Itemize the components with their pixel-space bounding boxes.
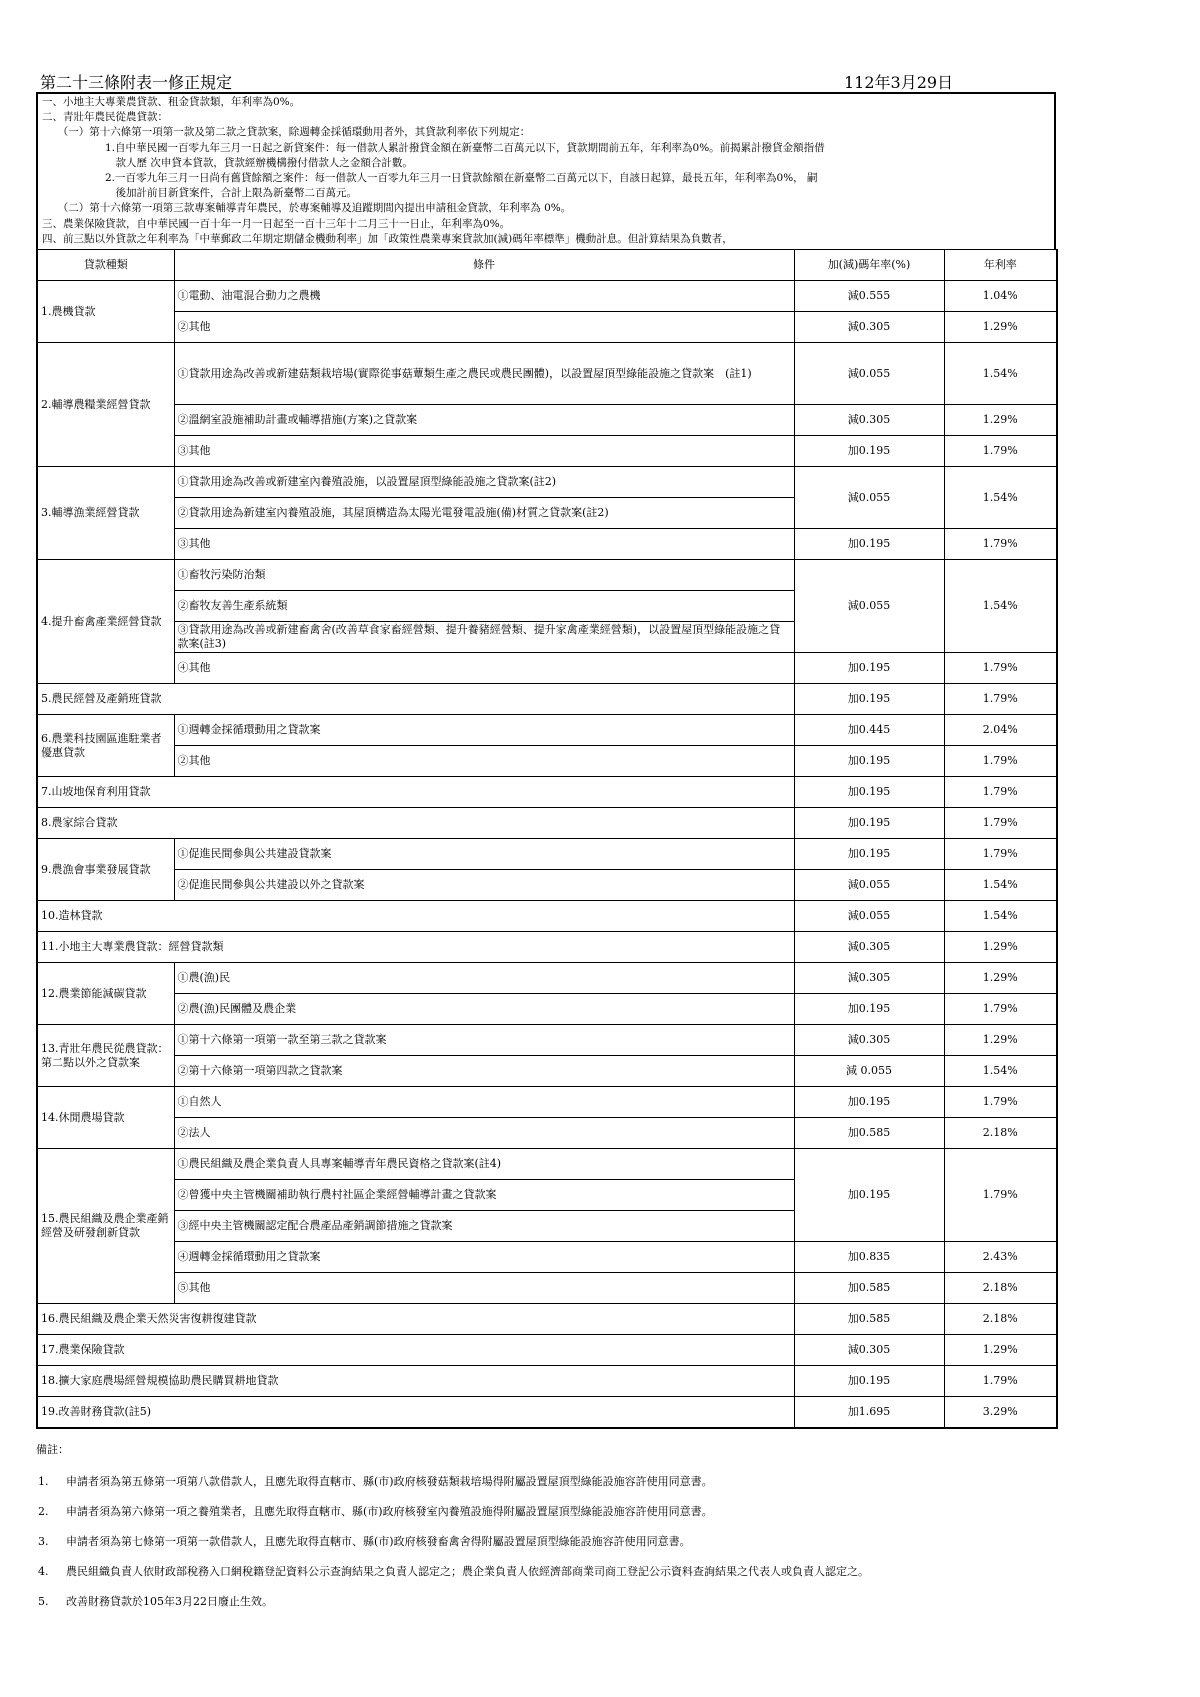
document-header xyxy=(36,70,1056,92)
adjust-rate-cell: 加0.195 xyxy=(794,1087,944,1118)
header-cell: 年利率 xyxy=(944,250,1057,281)
table-row xyxy=(37,1397,1057,1428)
table-row xyxy=(37,1273,1057,1304)
loan-category: 5.農民經營及產銷班貸款 xyxy=(37,684,794,715)
annual-rate-cell: 1.79% xyxy=(944,653,1057,684)
annual-rate-cell: 1.79% xyxy=(944,746,1057,777)
adjust-rate-cell: 加0.585 xyxy=(794,1118,944,1149)
adjust-rate-cell: 加0.195 xyxy=(794,529,944,560)
annual-rate-cell: 1.54% xyxy=(944,870,1057,901)
condition-cell: ③其他 xyxy=(174,529,794,560)
annual-rate-cell: 1.79% xyxy=(944,808,1057,839)
condition-cell: ③經中央主管機關認定配合農產品產銷調節措施之貸款案 xyxy=(174,1211,794,1242)
table-row xyxy=(37,1366,1057,1397)
adjust-rate-cell: 減0.055 xyxy=(794,467,944,529)
note-number: 4. xyxy=(38,1564,49,1578)
intro-line: 四、前三點以外貸款之年利率為「中華郵政二年期定期儲金機動利率」加「政策性農業專案貸款加(減)碼年率標準」機動計息。但計算結果為負數者， xyxy=(42,232,733,245)
table-header-row xyxy=(37,250,1057,281)
condition-cell: ①貸款用途為改善或新建菇類栽培場(實際從事菇蕈類生產之農民或農民團體)，以設置屋頂型綠能設施之貸款案 (註1) xyxy=(174,343,794,405)
adjust-rate-cell: 加0.445 xyxy=(794,715,944,746)
table-row xyxy=(37,436,1057,467)
condition-cell: ⑤其他 xyxy=(174,1273,794,1304)
document-date: 112年3月29日 xyxy=(844,73,954,92)
adjust-rate-cell: 減0.305 xyxy=(794,963,944,994)
loan-category: 18.擴大家庭農場經營規模協助農民購買耕地貸款 xyxy=(37,1366,794,1397)
table-row xyxy=(37,312,1057,343)
annual-rate-cell: 1.79% xyxy=(944,529,1057,560)
loan-category: 6.農業科技園區進駐業者優惠貸款 xyxy=(37,715,174,777)
intro-line: 2.一百零九年三月一日尚有舊貸餘額之案件：每一借款人一百零九年三月一日貸款餘額在新臺幣二百萬元以下，自該日起算，最長五年，年利率為0%， 嗣 xyxy=(42,172,818,185)
condition-cell: ②第十六條第一項第四款之貸款案 xyxy=(174,1056,794,1087)
condition-cell: ①週轉金採循環動用之貸款案 xyxy=(174,715,794,746)
adjust-rate-cell: 加0.585 xyxy=(794,1304,944,1335)
intro-line: （二）第十六條第一項第三款專案輔導青年農民，於專案輔導及追蹤期間內提出申請租金貸款，年利率為 0%。 xyxy=(42,202,572,215)
note-number: 2. xyxy=(38,1504,49,1518)
note-item xyxy=(36,1565,1056,1595)
table-row xyxy=(37,405,1057,436)
note-number: 5. xyxy=(38,1594,49,1608)
adjust-rate-cell: 加0.835 xyxy=(794,1242,944,1273)
annual-rate-cell: 2.18% xyxy=(944,1304,1057,1335)
loan-category: 7.山坡地保育利用貸款 xyxy=(37,777,794,808)
adjust-rate-cell: 減0.055 xyxy=(794,870,944,901)
document-title: 第二十三條附表一修正規定 xyxy=(40,73,233,92)
document-page xyxy=(36,70,1056,1625)
annual-rate-cell: 1.54% xyxy=(944,1056,1057,1087)
adjust-rate-cell: 加0.585 xyxy=(794,1273,944,1304)
table-row xyxy=(37,560,1057,591)
annual-rate-cell: 1.54% xyxy=(944,343,1057,405)
table-row xyxy=(37,1335,1057,1366)
intro-line: 1.自中華民國一百零九年三月一日起之新貸案件：每一借款人累計撥貸金額在新臺幣二百萬元以下，貸款期間前五年，年利率為0%。前揭累計撥貸金額指借 xyxy=(42,141,825,154)
header-cell: 貸款種類 xyxy=(37,250,174,281)
condition-cell: ③貸款用途為改善或新建畜禽舍(改善草食家畜經營類、提升養豬經營類、提升家禽產業經營類)，以設置屋頂型綠能設施之貸款案(註3) xyxy=(174,622,794,653)
adjust-rate-cell: 加0.195 xyxy=(794,684,944,715)
adjust-rate-cell: 加0.195 xyxy=(794,808,944,839)
note-text: 農民組織負責人依財政部稅務入口網稅籍登記資料公示查詢結果之負責人認定之；農企業負責人依經濟部商業司商工登記公示資料查詢結果之代表人或負責人認定之。 xyxy=(66,1564,869,1578)
annual-rate-cell: 2.43% xyxy=(944,1242,1057,1273)
table-row xyxy=(37,963,1057,994)
adjust-rate-cell: 減0.305 xyxy=(794,405,944,436)
loan-category: 4.提升畜禽產業經營貸款 xyxy=(37,560,174,684)
table-row xyxy=(37,1056,1057,1087)
table-row xyxy=(37,777,1057,808)
condition-cell: ②貸款用途為新建室內養殖設施，其屋頂構造為太陽光電發電設施(備)材質之貸款案(註2) xyxy=(174,498,794,529)
adjust-rate-cell: 加0.195 xyxy=(794,1149,944,1242)
note-text: 申請者須為第五條第一項第八款借款人，且應先取得直轄市、縣(市)政府核發菇類栽培場得附屬設置屋頂型綠能設施容許使用同意書。 xyxy=(66,1474,713,1488)
annual-rate-cell: 1.04% xyxy=(944,281,1057,312)
intro-block xyxy=(36,92,1056,249)
annual-rate-cell: 1.29% xyxy=(944,1335,1057,1366)
table-row xyxy=(37,1087,1057,1118)
adjust-rate-cell: 加0.195 xyxy=(794,436,944,467)
condition-cell: ①貸款用途為改善或新建室內養殖設施，以設置屋頂型綠能設施之貸款案(註2) xyxy=(174,467,794,498)
table-row xyxy=(37,684,1057,715)
table-row xyxy=(37,281,1057,312)
annual-rate-cell: 1.79% xyxy=(944,436,1057,467)
adjust-rate-cell: 減 0.055 xyxy=(794,1056,944,1087)
annual-rate-cell: 1.54% xyxy=(944,901,1057,932)
adjust-rate-cell: 加0.195 xyxy=(794,1366,944,1397)
annual-rate-cell: 1.79% xyxy=(944,1149,1057,1242)
adjust-rate-cell: 加0.195 xyxy=(794,653,944,684)
annual-rate-cell: 2.04% xyxy=(944,715,1057,746)
condition-cell: ①農民組織及農企業負責人具專案輔導青年農民資格之貸款案(註4) xyxy=(174,1149,794,1180)
intro-line: 一、小地主大專業農貸款、租金貸款類，年利率為0%。 xyxy=(42,96,301,108)
annual-rate-cell: 1.54% xyxy=(944,560,1057,653)
annual-rate-cell: 1.54% xyxy=(944,467,1057,529)
loan-category: 3.輔導漁業經營貸款 xyxy=(37,467,174,560)
adjust-rate-cell: 加0.195 xyxy=(794,746,944,777)
note-number: 3. xyxy=(38,1534,49,1548)
table-row xyxy=(37,343,1057,405)
annual-rate-cell: 1.29% xyxy=(944,312,1057,343)
loan-category: 17.農業保險貸款 xyxy=(37,1335,794,1366)
adjust-rate-cell: 減0.055 xyxy=(794,343,944,405)
annual-rate-cell: 1.79% xyxy=(944,684,1057,715)
annual-rate-cell: 1.29% xyxy=(944,963,1057,994)
adjust-rate-cell: 減0.305 xyxy=(794,1335,944,1366)
annual-rate-cell: 1.29% xyxy=(944,932,1057,963)
adjust-rate-cell: 減0.305 xyxy=(794,312,944,343)
loan-category: 9.農漁會事業發展貸款 xyxy=(37,839,174,901)
loan-category: 15.農民組織及農企業產銷經營及研發創新貸款 xyxy=(37,1149,174,1304)
note-item xyxy=(36,1475,1056,1505)
table-row xyxy=(37,808,1057,839)
table-row xyxy=(37,1118,1057,1149)
annual-rate-cell: 1.79% xyxy=(944,777,1057,808)
table-row xyxy=(37,870,1057,901)
condition-cell: ②農(漁)民團體及農企業 xyxy=(174,994,794,1025)
table-row xyxy=(37,653,1057,684)
note-text: 申請者須為第六條第一項之養殖業者，且應先取得直轄市、縣(市)政府核發室內養殖設施得附屬設置屋頂型綠能設施容許使用同意書。 xyxy=(66,1504,713,1518)
annual-rate-cell: 1.79% xyxy=(944,994,1057,1025)
loan-rate-table xyxy=(36,249,1058,1429)
loan-category: 11.小地主大專業農貸款：經營貸款類 xyxy=(37,932,794,963)
adjust-rate-cell: 加0.195 xyxy=(794,994,944,1025)
adjust-rate-cell: 減0.055 xyxy=(794,560,944,653)
adjust-rate-cell: 加0.195 xyxy=(794,839,944,870)
condition-cell: ①農(漁)民 xyxy=(174,963,794,994)
condition-cell: ④其他 xyxy=(174,653,794,684)
loan-category: 2.輔導農糧業經營貸款 xyxy=(37,343,174,467)
condition-cell: ②畜牧友善生產系統類 xyxy=(174,591,794,622)
condition-cell: ④週轉金採循環動用之貸款案 xyxy=(174,1242,794,1273)
notes-heading: 備註： xyxy=(36,1442,69,1456)
annual-rate-cell: 2.18% xyxy=(944,1273,1057,1304)
adjust-rate-cell: 加0.195 xyxy=(794,777,944,808)
adjust-rate-cell: 減0.555 xyxy=(794,281,944,312)
condition-cell: ②促進民間參與公共建設以外之貸款案 xyxy=(174,870,794,901)
table-row xyxy=(37,1025,1057,1056)
annual-rate-cell: 1.79% xyxy=(944,1366,1057,1397)
annual-rate-cell: 1.29% xyxy=(944,1025,1057,1056)
annual-rate-cell: 3.29% xyxy=(944,1397,1057,1428)
loan-category: 19.改善財務貸款(註5) xyxy=(37,1397,794,1428)
table-row xyxy=(37,467,1057,498)
note-item xyxy=(36,1595,1056,1625)
adjust-rate-cell: 減0.305 xyxy=(794,932,944,963)
table-row xyxy=(37,529,1057,560)
intro-line: 二、青壯年農民從農貸款： xyxy=(42,111,168,124)
annual-rate-cell: 2.18% xyxy=(944,1118,1057,1149)
condition-cell: ①畜牧污染防治類 xyxy=(174,560,794,591)
loan-category: 10.造林貸款 xyxy=(37,901,794,932)
loan-category: 16.農民組織及農企業天然災害復耕復建貸款 xyxy=(37,1304,794,1335)
condition-cell: ②溫網室設施補助計畫或輔導措施(方案)之貸款案 xyxy=(174,405,794,436)
table-row xyxy=(37,901,1057,932)
notes-section xyxy=(36,1443,1056,1625)
note-item xyxy=(36,1535,1056,1565)
condition-cell: ①電動、油電混合動力之農機 xyxy=(174,281,794,312)
intro-line: 款人歷 次申貸本貸款，貸款經辦機構撥付借款人之金額合計數。 xyxy=(42,156,413,169)
adjust-rate-cell: 減0.055 xyxy=(794,901,944,932)
loan-category: 13.青壯年農民從農貸款：第二點以外之貸款案 xyxy=(37,1025,174,1087)
table-row xyxy=(37,1304,1057,1335)
condition-cell: ③其他 xyxy=(174,436,794,467)
condition-cell: ①第十六條第一項第一款至第三款之貸款案 xyxy=(174,1025,794,1056)
loan-category: 1.農機貸款 xyxy=(37,281,174,343)
annual-rate-cell: 1.79% xyxy=(944,1087,1057,1118)
note-text: 改善財務貸款於105年3月22日廢止生效。 xyxy=(66,1594,273,1608)
annual-rate-cell: 1.29% xyxy=(944,405,1057,436)
annual-rate-cell: 1.79% xyxy=(944,839,1057,870)
intro-line: （一）第十六條第一項第一款及第二款之貸款案，除週轉金採循環動用者外，其貸款利率依下列規定： xyxy=(42,126,531,139)
intro-line: 後加計前目新貸案件，合計上限為新臺幣二百萬元。 xyxy=(42,187,357,200)
condition-cell: ②其他 xyxy=(174,746,794,777)
header-cell: 條件 xyxy=(174,250,794,281)
note-number: 1. xyxy=(38,1474,49,1488)
intro-line: 三、農業保險貸款，自中華民國一百十年一月一日起至一百十三年十二月三十一日止，年利率為0%。 xyxy=(42,217,511,230)
condition-cell: ②曾獲中央主管機關補助執行農村社區企業經營輔導計畫之貸款案 xyxy=(174,1180,794,1211)
table-row xyxy=(37,746,1057,777)
loan-category: 8.農家綜合貸款 xyxy=(37,808,794,839)
condition-cell: ②法人 xyxy=(174,1118,794,1149)
table-row xyxy=(37,932,1057,963)
loan-category: 14.休閒農場貸款 xyxy=(37,1087,174,1149)
table-row xyxy=(37,994,1057,1025)
table-row xyxy=(37,1149,1057,1180)
adjust-rate-cell: 加1.695 xyxy=(794,1397,944,1428)
header-cell: 加(減)碼年率(%) xyxy=(794,250,944,281)
table-row xyxy=(37,839,1057,870)
table-row xyxy=(37,1242,1057,1273)
condition-cell: ①自然人 xyxy=(174,1087,794,1118)
note-item xyxy=(36,1505,1056,1535)
adjust-rate-cell: 減0.305 xyxy=(794,1025,944,1056)
condition-cell: ②其他 xyxy=(174,312,794,343)
table-row xyxy=(37,715,1057,746)
condition-cell: ①促進民間參與公共建設貸款案 xyxy=(174,839,794,870)
loan-category: 12.農業節能減碳貸款 xyxy=(37,963,174,1025)
note-text: 申請者須為第七條第一項第一款借款人，且應先取得直轄市、縣(市)政府核發畜禽舍得附屬設置屋頂型綠能設施容許使用同意書。 xyxy=(66,1534,691,1548)
